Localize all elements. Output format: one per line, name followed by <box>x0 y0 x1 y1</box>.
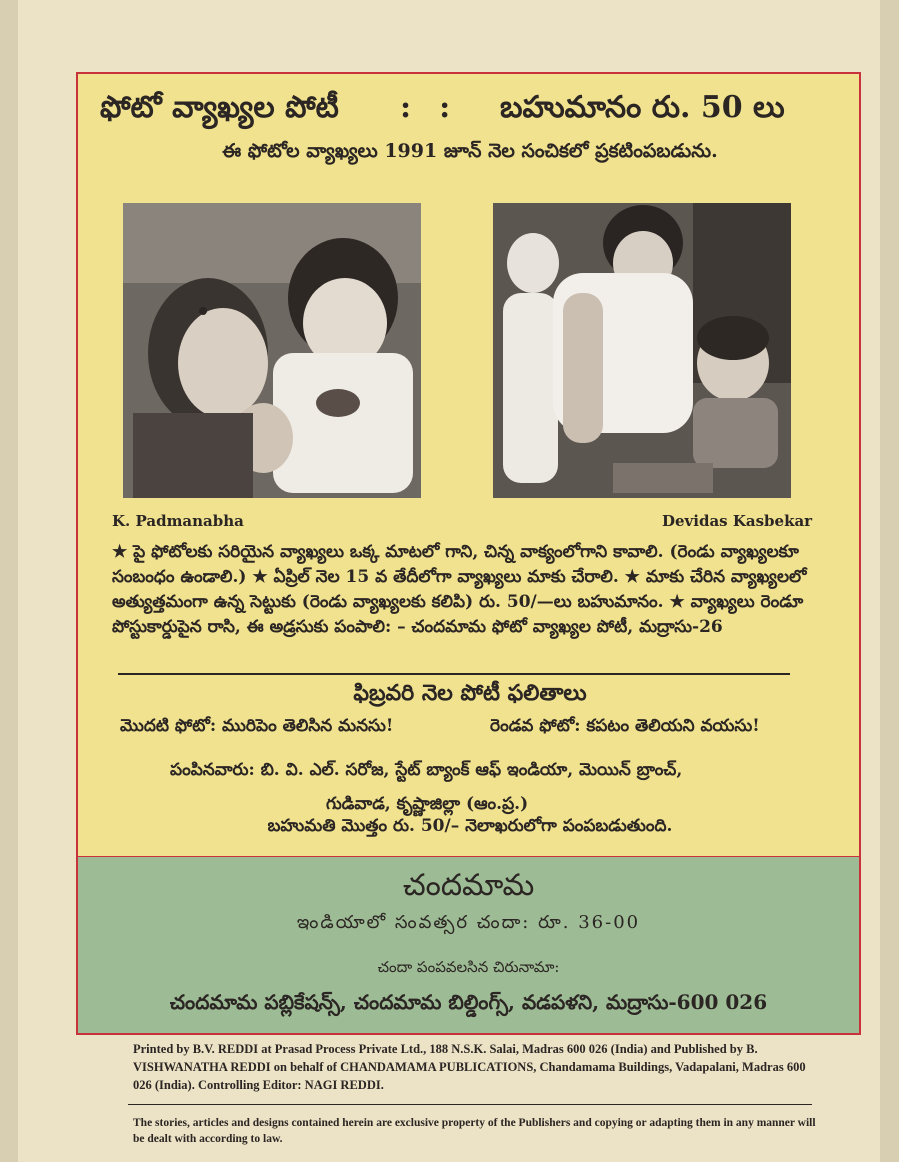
photo-credit-right: Devidas Kasbekar <box>662 512 813 530</box>
section-divider <box>118 673 790 675</box>
photo-credit-left: K. Padmanabha <box>112 512 244 530</box>
magazine-name: చందమామ <box>402 868 535 903</box>
winner-line-2: గుడివాడ, కృష్ణాజిల్లా (ఆం.ప్ర.) <box>326 794 529 814</box>
first-photo-caption: మొదటి ఫోటో: మురిపెం తెలిసిన మనసు! <box>120 716 394 736</box>
footer-divider <box>128 1104 812 1105</box>
address-label: చందా పంపవలసిన చిరునామా: <box>377 958 560 976</box>
contest-subtitle: ఈ ఫోటోల వ్యాఖ్యలు 1991 జూన్ నెల సంచికలో ప్రకటింపబడును. <box>222 140 718 162</box>
subscription-rate: ఇండియాలో సంవత్సర చందా: రూ. 36-00 <box>296 912 641 933</box>
photo-mother-feeding-child <box>123 203 421 498</box>
second-photo-caption: రెండవ ఫోటో: కపటం తెలియని వయసు! <box>490 716 760 736</box>
winner-details <box>170 753 810 821</box>
subscription-address: చందమామ పబ్లికేషన్స్, చందమామ బిల్డింగ్స్, వడపళని, మద్రాసు-600 026 <box>169 990 768 1014</box>
photo-girl-with-child-and-doll <box>493 203 791 498</box>
prize-amount: బహుమానం రు. 50 లు <box>500 90 785 125</box>
contest-title-row <box>100 90 840 136</box>
printer-imprint: Printed by B.V. REDDI at Prasad Process Private Ltd., 188 N.S.K. Salai, Madras 600 026 (India) and Published by B. VISHWANATHA REDDI on behalf of CHANDAMAMA PUBLICATIONS, Chandamama Buildings, Vadapalani, Madras 600 026 (India). Controlling Editor: NAGI REDDI. <box>133 1042 806 1092</box>
results-title: ఫిబ్రవరి నెల పోటీ ఫలితాలు <box>353 680 587 706</box>
title-separator: :: <box>400 90 479 125</box>
copyright-notice: The stories, articles and designs contained herein are exclusive property of the Publishers and copying or adapting them in any manner will be dealt with according to law. <box>133 1117 816 1145</box>
contest-rules: ★ పై ఫోటోలకు సరియైన వ్యాఖ్యలు ఒక్క మాటలో గాని, చిన్న వాక్యంలోగాని కావాలి. (రెండు వ్యాఖ్యలకూ సంబంధం ఉండాలి.) ★ ఏప్రిల్ నెల 15 వ తేదీలోగా వ్యాఖ్యలు మాకు చేరాలి. ★ మాకు చేరిన వ్యాఖ్యలలో అత్యుత్తమంగా ఉన్న సెట్టుకు (రెండు వ్యాఖ్యలకు కలిపి) రు. 50/—లు బహుమానం. ★ వ్యాఖ్యలు రెండూ పోస్టుకార్డుపైన రాసి, ఈ అడ్రసుకు పంపాలి: – చందమామ ఫోటో వ్యాఖ్యల పోటీ, మద్రాసు-26 <box>112 542 807 637</box>
winner-line-1: పంపినవారు: బి. వి. ఎల్. సరోజ, స్టేట్ బ్యాంక్ ఆఫ్ ఇండియా, మెయిన్ బ్రాంచ్, <box>170 760 683 780</box>
prize-note: బహుమతి మొత్తం రు. 50/– నెలాఖరులోగా పంపబడుతుంది. <box>267 816 673 836</box>
contest-title: ఫోటో వ్యాఖ్యల పోటీ <box>100 90 339 125</box>
